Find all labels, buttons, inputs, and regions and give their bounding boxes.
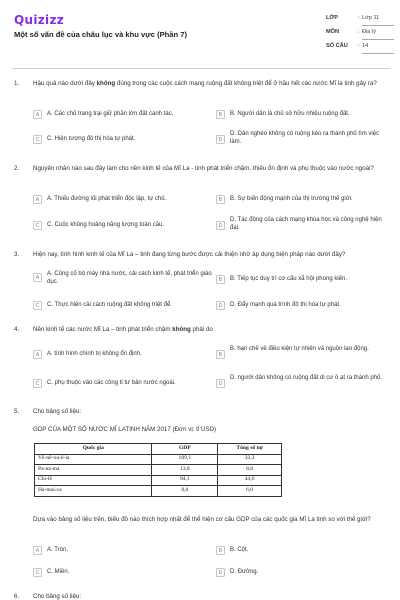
worksheet-meta xyxy=(326,12,396,54)
option-text: C. phụ thuộc vào các công ti tư bản nước ngoài. xyxy=(47,380,176,386)
question-text xyxy=(33,80,391,88)
option-text: C. Miền. xyxy=(47,569,70,575)
question-text-part: đúng trong các cuộc cách mạng ruộng đất không triệt để ở hầu hết các nước Mĩ la tinh gây ra? xyxy=(115,80,377,87)
option-letter-box: A xyxy=(33,195,42,204)
answer-option-d[interactable] xyxy=(216,299,394,317)
answer-option-b[interactable] xyxy=(216,273,394,291)
question-text xyxy=(33,408,391,416)
option-text: B. Tiếp tục duy trì cơ cấu xã hội phong kiến. xyxy=(230,276,347,282)
table-cell-gdp: 94,1 xyxy=(152,475,218,486)
answer-option-c[interactable] xyxy=(33,377,203,395)
table-row xyxy=(35,454,282,465)
worksheet-title: Một số vấn đề của châu lục và khu vực (Phần 7) xyxy=(14,30,188,39)
option-text: A. Các chủ trang trại giữ phần lớn đất canh tác. xyxy=(47,111,174,117)
answer-option-d[interactable] xyxy=(216,128,394,146)
option-text: B. hạn chế về điều kiện tự nhiên và nguồn lao động. xyxy=(230,346,369,352)
answer-option-a[interactable] xyxy=(33,268,213,286)
table-row xyxy=(35,465,282,476)
option-letter-box: A xyxy=(33,350,42,359)
question-text-part: Cho bảng số liệu: xyxy=(33,408,82,415)
table-cell-gdp: 109,1 xyxy=(152,454,218,465)
option-letter-box: B xyxy=(216,546,225,555)
meta-underline xyxy=(362,25,394,26)
meta-count-value: 14 xyxy=(362,43,369,50)
table-row xyxy=(35,486,282,497)
answer-option-c[interactable] xyxy=(33,133,203,151)
option-letter-box: C xyxy=(33,301,42,310)
option-text: C. Hiện tượng đô thị hóa tự phát. xyxy=(47,136,136,142)
option-text: C. Cuộc khủng hoảng năng lượng toàn cầu. xyxy=(47,222,165,228)
table-cell-debt: 44,6 xyxy=(218,475,282,486)
answer-option-a[interactable] xyxy=(33,108,203,126)
answer-option-a[interactable] xyxy=(33,544,203,562)
table-header-cell: GDP xyxy=(152,444,218,455)
meta-separator: : xyxy=(358,15,360,22)
meta-class-row xyxy=(326,12,396,26)
table-cell-debt: 8,8 xyxy=(218,465,282,476)
answer-option-d[interactable] xyxy=(216,214,394,232)
table-cell-country: Pa-na-ma xyxy=(35,465,152,476)
answer-option-b[interactable] xyxy=(216,343,394,361)
question-text-emphasis: không xyxy=(172,326,191,333)
meta-subject-value: Địa lý xyxy=(362,29,376,36)
answer-option-c[interactable] xyxy=(33,299,213,317)
option-text: B. Cột. xyxy=(230,547,249,553)
answer-option-a[interactable] xyxy=(33,348,203,366)
table-row xyxy=(35,475,282,486)
worksheet-header xyxy=(0,0,400,72)
option-letter-box: D xyxy=(216,379,225,388)
option-letter-box: A xyxy=(33,273,42,282)
answer-option-c[interactable] xyxy=(33,219,203,237)
option-text: D. Đẩy mạnh quá trình đô thị hóa tự phát. xyxy=(230,302,341,308)
answer-option-b[interactable] xyxy=(216,108,394,126)
question-text-part: Hiện nay, tình hình kinh tế của Mĩ La – tinh đang từng bước được cải thiện nhờ áp dụng biện pháp nào dưới đây? xyxy=(33,251,346,258)
question-number: 4. xyxy=(14,326,20,333)
option-letter-box: A xyxy=(33,546,42,555)
option-text: A. Củng cố bộ máy nhà nước, cải cách kinh tế, phát triển giáo dục. xyxy=(47,271,212,286)
option-text: A. Tròn. xyxy=(47,547,69,553)
option-letter-box: C xyxy=(33,379,42,388)
question-number: 3. xyxy=(14,251,20,258)
option-text: B. Người dân là chủ sở hữu nhiều ruộng đất. xyxy=(230,111,350,117)
meta-class-label: LỚP xyxy=(326,15,338,22)
option-letter-box: D xyxy=(216,221,225,230)
table-cell-country: Chi-lê xyxy=(35,475,152,486)
meta-count-row xyxy=(326,40,396,54)
option-letter-box: D xyxy=(216,568,225,577)
meta-count-label: SỐ CÂU xyxy=(326,43,348,50)
answer-option-d[interactable] xyxy=(216,566,394,584)
quizizz-logo: Quizizz xyxy=(14,13,65,27)
table-cell-debt: 6,0 xyxy=(218,486,282,497)
meta-subject-row xyxy=(326,26,396,40)
option-text: B. Sự biến động mạnh của thị trường thế giới. xyxy=(230,196,353,202)
question-text-part: phải do xyxy=(190,326,213,333)
option-letter-box: D xyxy=(216,301,225,310)
question-text-part: Cho bảng số liệu: xyxy=(33,593,82,600)
option-letter-box: C xyxy=(33,221,42,230)
gdp-table xyxy=(34,443,282,497)
meta-separator: : xyxy=(358,43,360,50)
answer-option-d[interactable] xyxy=(216,372,394,390)
option-letter-box: C xyxy=(33,135,42,144)
question-text-part: Nguyên nhân nào sau đây làm cho nền kinh tế của Mĩ La - tinh phát triển chậm, thiếu ổn định và phụ thuộc vào nước ngoài? xyxy=(33,165,374,172)
table-cell-debt: 33,3 xyxy=(218,454,282,465)
question-text-part: Hậu quả nào dưới đây xyxy=(33,80,97,87)
table-cell-country: Vê-nê-xu-ê-la xyxy=(35,454,152,465)
table-cell-gdp: 13,8 xyxy=(152,465,218,476)
meta-underline xyxy=(362,53,394,54)
meta-underline xyxy=(362,39,394,40)
table-header-cell: Quốc gia xyxy=(35,444,152,455)
question-follow-up: Dựa vào bảng số liệu trên, biểu đồ nào thích hợp nhất để thể hiện cơ cấu GDP của các quốc gia Mĩ La tinh so với thế giới? xyxy=(33,516,371,523)
option-text: D. Đường. xyxy=(230,569,259,575)
option-letter-box: B xyxy=(216,110,225,119)
option-letter-box: C xyxy=(33,568,42,577)
table-cell-gdp: 8,0 xyxy=(152,486,218,497)
meta-subject-label: MÔN xyxy=(326,29,340,36)
table-title: GDP CỦA MỘT SỐ NƯỚC MĨ LATINH NĂM 2017 (Đơn vị: tỉ USD) xyxy=(33,426,217,433)
option-text: C. Thực hiện cải cách ruộng đất không triệt để. xyxy=(47,302,172,308)
option-text: A. tình hình chính trị không ổn định. xyxy=(47,351,142,357)
question-text-part: Nền kinh tế các nước Mĩ La – tinh phát triển chậm xyxy=(33,326,173,333)
option-letter-box: B xyxy=(216,195,225,204)
table-header-cell: Tổng số nợ xyxy=(218,444,282,455)
option-letter-box: D xyxy=(216,135,225,144)
question-text-emphasis: không xyxy=(96,80,116,87)
option-text: D. Dân nghèo không có ruộng kéo ra thành phố tìm việc làm. xyxy=(230,131,380,146)
meta-separator: : xyxy=(358,29,360,36)
question-number: 1. xyxy=(14,80,20,87)
header-divider xyxy=(12,68,390,69)
question-text xyxy=(33,593,391,600)
question-number: 6. xyxy=(14,593,20,600)
question-text xyxy=(33,251,391,259)
answer-option-b[interactable] xyxy=(216,193,394,211)
answer-option-b[interactable] xyxy=(216,544,394,562)
question-number: 2. xyxy=(14,165,20,172)
question-text xyxy=(33,165,391,173)
question-number: 5. xyxy=(14,408,20,415)
table-cell-country: Ha-mai-ca xyxy=(35,486,152,497)
option-letter-box: B xyxy=(216,350,225,359)
question-text xyxy=(33,326,391,334)
option-letter-box: B xyxy=(216,275,225,284)
option-text: D. Tác động của cách mạng khoa học và công nghệ hiện đại. xyxy=(230,217,382,232)
answer-option-c[interactable] xyxy=(33,566,203,584)
answer-option-a[interactable] xyxy=(33,193,203,211)
option-letter-box: A xyxy=(33,110,42,119)
option-text: D. người dân không có ruộng đất di cư ồ ạt ra thành phố. xyxy=(230,375,383,381)
meta-class-value: Lớp 11 xyxy=(362,15,380,22)
table-header-row xyxy=(35,444,282,455)
option-text: A. Thiếu đường lối phát triển độc lập, tự chủ. xyxy=(47,196,167,202)
